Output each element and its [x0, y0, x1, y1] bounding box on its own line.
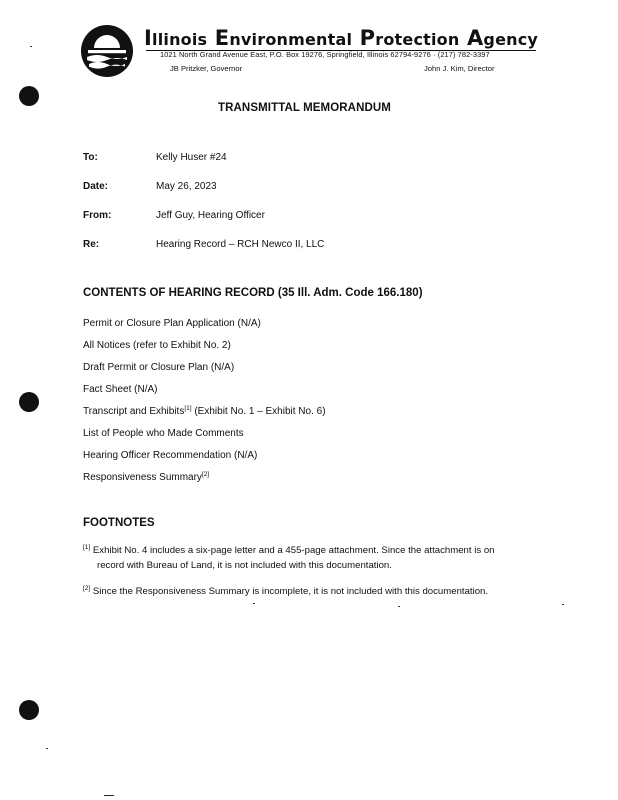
scan-speck — [398, 606, 400, 607]
contents-item: Draft Permit or Closure Plan (N/A) — [83, 362, 235, 373]
footnote-ref-1: [1] — [184, 405, 192, 412]
from-label: From: — [83, 210, 112, 221]
agency-name: Illinois Environmental Protection Agency — [144, 26, 539, 50]
contents-item: Permit or Closure Plan Application (N/A) — [83, 318, 261, 329]
punch-hole-middle — [19, 392, 39, 412]
footnote-1: [1] Exhibit No. 4 includes a six-page letter and a 455-page attachment. Since the attachment is on record with Bureau of Land, it is not included with this documentation. — [83, 544, 495, 571]
memo-title: TRANSMITTAL MEMORANDUM — [218, 102, 391, 114]
footnote-2: [2] Since the Responsiveness Summary is incomplete, it is not included with this documentation. — [83, 585, 489, 597]
contents-item: List of People who Made Comments — [83, 428, 244, 439]
re-label: Re: — [83, 239, 100, 250]
contents-item: Fact Sheet (N/A) — [83, 384, 158, 395]
date-label: Date: — [83, 181, 109, 192]
agency-address: 1021 North Grand Avenue East, P.O. Box 19276, Springfield, Illinois 62794-9276 · (217) 782-3397 — [160, 50, 490, 59]
footnote-ref-2: [2] — [201, 471, 210, 478]
footnotes-heading: FOOTNOTES — [83, 517, 155, 529]
to-value: Kelly Huser #24 — [156, 152, 227, 163]
re-value: Hearing Record – RCH Newco II, LLC — [156, 239, 325, 250]
from-value: Jeff Guy, Hearing Officer — [156, 210, 265, 221]
contents-heading: CONTENTS OF HEARING RECORD (35 Ill. Adm. Code 166.180) — [83, 287, 423, 299]
scan-speck — [253, 603, 255, 604]
governor-name: JB Pritzker, Governor — [170, 64, 243, 73]
scan-mark — [104, 795, 114, 796]
contents-item: Hearing Officer Recommendation (N/A) — [83, 450, 258, 461]
scan-speck — [562, 604, 564, 605]
to-label: To: — [83, 152, 98, 163]
contents-item: Responsiveness Summary[2] — [83, 471, 210, 483]
punch-hole-top — [19, 86, 39, 106]
punch-hole-bottom — [19, 700, 39, 720]
director-name: John J. Kim, Director — [424, 64, 495, 73]
scan-speck — [46, 748, 48, 749]
epa-logo-icon — [80, 24, 134, 78]
contents-item: Transcript and Exhibits[1] (Exhibit No. 1 – Exhibit No. 6) — [83, 405, 326, 417]
scan-speck — [30, 46, 32, 47]
date-value: May 26, 2023 — [156, 181, 217, 192]
contents-item: All Notices (refer to Exhibit No. 2) — [83, 340, 231, 351]
